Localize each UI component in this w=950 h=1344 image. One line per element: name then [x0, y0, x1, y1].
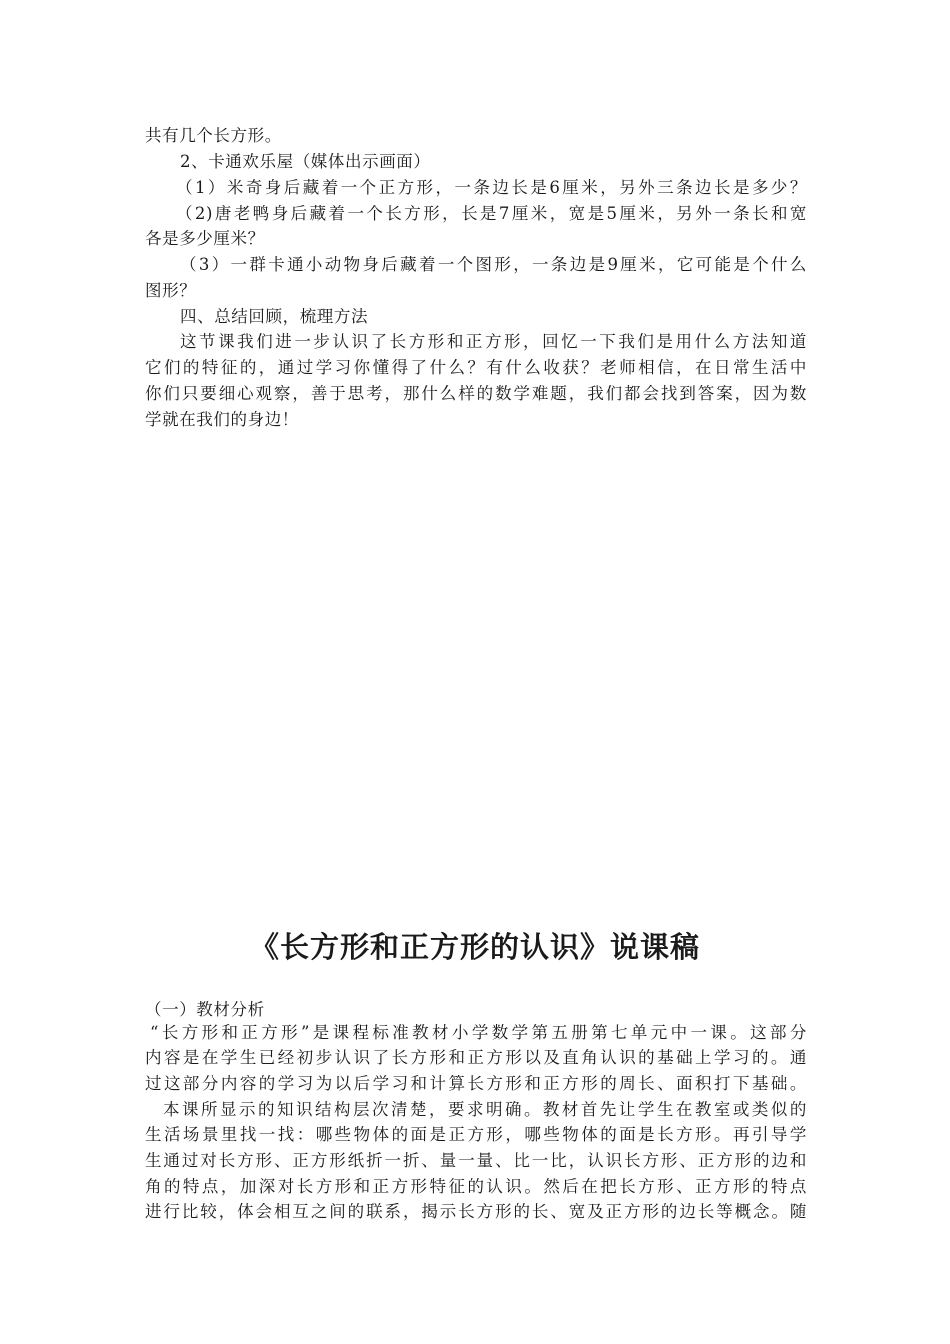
- text-line: 内容是在学生已经初步认识了长方形和正方形以及直角认识的基础上学习的。通: [145, 1048, 807, 1067]
- text-line: “长方形和正方形”是课程标准教材小学数学第五册第七单元中一课。这部分: [150, 1023, 807, 1042]
- text-line: 过这部分内容的学习为以后学习和计算长方形和正方形的周长、面积打下基础。: [145, 1074, 807, 1093]
- section-heading: 2、卡通欢乐屋（媒体出示画面）: [180, 152, 431, 171]
- text-line: （3）一群卡通小动物身后藏着一个图形，一条边是9厘米，它可能是个什么: [180, 255, 807, 274]
- text-line: 生通过对长方形、正方形纸折一折、量一量、比一比，认识长方形、正方形的边和: [145, 1151, 807, 1170]
- text-line: 生活场景里找一找：哪些物体的面是正方形，哪些物体的面是长方形。再引导学: [145, 1125, 807, 1144]
- text-line: 本课所显示的知识结构层次清楚，要求明确。教材首先让学生在教室或类似的: [163, 1100, 807, 1119]
- text-line: 角的特点，加深对长方形和正方形特征的认识。然后在把长方形、正方形的特点: [145, 1177, 807, 1196]
- text-line: 图形？: [145, 281, 197, 300]
- section-heading: 四、总结回顾，梳理方法: [180, 307, 369, 326]
- text-line: （2)唐老鸭身后藏着一个长方形，长是7厘米，宽是5厘米，另外一条长和宽: [176, 204, 807, 223]
- text-line: 你们只要细心观察，善于思考，那什么样的数学难题，我们都会找到答案，因为数: [145, 384, 807, 403]
- section-heading: （一）教材分析: [145, 1000, 265, 1019]
- text-line: 进行比较，体会相互之间的联系，揭示长方形的长、宽及正方形的边长等概念。随: [145, 1202, 807, 1221]
- text-line: 这节课我们进一步认识了长方形和正方形，回忆一下我们是用什么方法知道: [180, 332, 807, 351]
- page-title: 《长方形和正方形的认识》说课稿: [249, 930, 700, 964]
- text-line: 各是多少厘米？: [145, 229, 265, 248]
- text-line: 它们的特征的，通过学习你懂得了什么？有什么收获？老师相信，在日常生活中: [145, 358, 807, 377]
- text-line: 学就在我们的身边！: [145, 410, 299, 429]
- text-line: （1）米奇身后藏着一个正方形，一条边长是6厘米，另外三条边长是多少？: [176, 178, 807, 197]
- text-line: 共有几个长方形。: [145, 126, 282, 145]
